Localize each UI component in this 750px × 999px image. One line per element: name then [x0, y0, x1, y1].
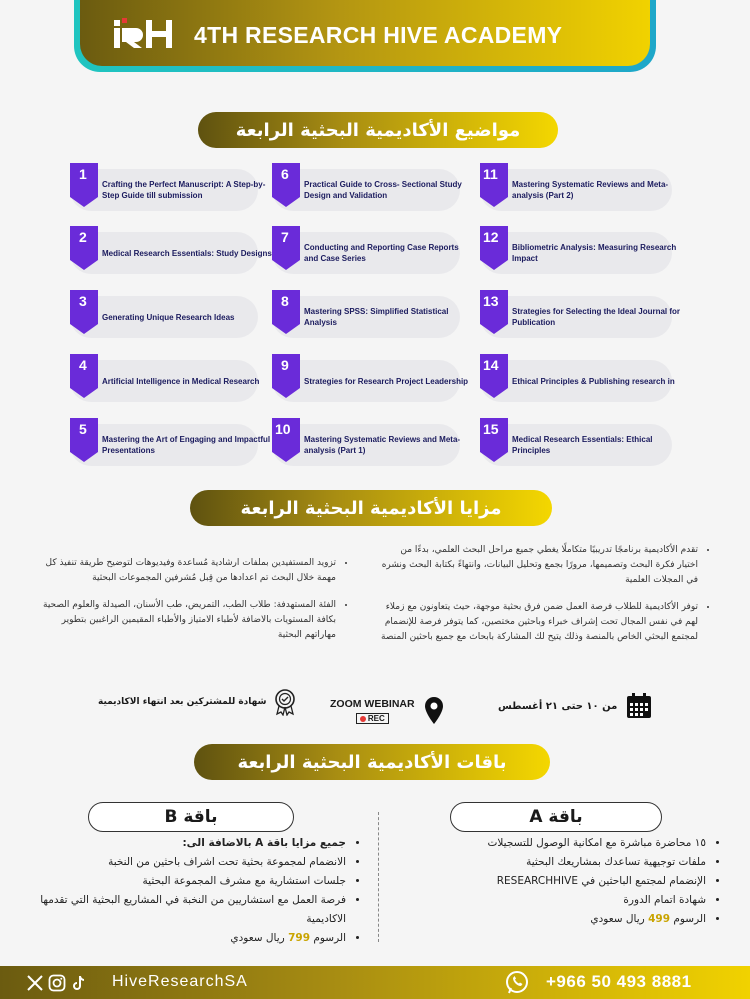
topic-card: [70, 357, 260, 402]
topic-number: 11: [483, 166, 498, 182]
topic-title: Bibliometric Analysis: Measuring Research Impact: [512, 243, 677, 263]
topic-number: 3: [79, 293, 87, 309]
topics-banner: مواضيع الأكاديمية البحثية الرابعة: [198, 112, 558, 148]
academy-title: 4TH RESEARCH HIVE ACADEMY: [194, 22, 563, 48]
package-b-title: باقة B: [88, 802, 294, 832]
package-a-feature: • شهادة اتمام الدورة: [420, 891, 706, 910]
package-b-price: [30, 929, 346, 948]
package-b-feature: • جميع مزايا باقة A بالاضافة الى:: [30, 834, 346, 853]
topic-title: Medical Research Essentials: Ethical Principles: [512, 435, 653, 455]
advantage-item: • الفئة المستهدفة: طلاب الطب، التمريض، طب الأسنان، الصيدلة والعلوم الصحية بكافة المستويات بالاضافة لأطباء الامتياز والأطباء المقيمين الراغبين بتطوير مهاراتهم البحثية: [32, 598, 336, 643]
topic-card: [272, 166, 462, 211]
topic-number: 15: [483, 421, 499, 437]
topic-card: [480, 421, 672, 466]
topic-card: [272, 229, 460, 274]
whatsapp-icon[interactable]: [504, 970, 530, 996]
package-b-features: [30, 834, 360, 948]
topic-card: [70, 293, 258, 338]
zoom-info: [330, 696, 445, 726]
topic-number: 6: [281, 166, 289, 182]
topic-number: 4: [79, 357, 87, 373]
topic-card: [480, 166, 672, 211]
package-divider: [378, 812, 379, 942]
price-prefix: الرسوم: [673, 913, 706, 925]
topic-number: 14: [483, 357, 499, 373]
rec-badge: [330, 713, 415, 724]
certificate-label: شهادة للمشتركين بعد انتهاء الاكاديمية: [98, 697, 267, 707]
topic-title: Artificial Intelligence in Medical Research: [102, 376, 260, 386]
topic-card: [272, 421, 461, 466]
topic-title: Mastering SPSS: Simplified Statistical Analysis: [304, 307, 449, 327]
certificate-icon: [272, 688, 298, 716]
price-suffix: ريال سعودي: [230, 932, 285, 944]
topic-card: [272, 293, 460, 338]
package-a-feature: • ١٥ محاضرة مباشرة مع امكانية الوصول للتسجيلات: [420, 834, 706, 853]
topic-card: [480, 229, 677, 274]
rec-label: REC: [367, 714, 385, 723]
footer: [0, 966, 750, 999]
topic-number: 5: [79, 421, 87, 437]
package-b-feature: • جلسات استشارية مع مشرف المجموعة البحثية: [30, 872, 346, 891]
package-a-feature: • ملفات توجيهية تساعدك بمشاريعك البحثية: [420, 853, 706, 872]
topic-title: Strategies for Research Project Leadership: [304, 376, 469, 386]
package-a-title: باقة A: [450, 802, 662, 832]
advantages-left: [32, 556, 350, 655]
price-suffix: ريال سعودي: [590, 913, 645, 925]
packages-banner: باقات الأكاديمية البحثية الرابعة: [194, 744, 550, 780]
topic-title: Mastering Systematic Reviews and Meta-analysis (Part 1): [304, 435, 461, 455]
date-info: [498, 692, 653, 720]
topic-title: Mastering Systematic Reviews and Meta-analysis (Part 2): [512, 180, 669, 200]
social-icons: [26, 974, 88, 992]
topic-title: Generating Unique Research Ideas: [102, 312, 235, 322]
topic-title: Medical Research Essentials: Study Designs: [102, 248, 272, 258]
date-label: من ١٠ حتى ٢١ أغسطس: [498, 700, 618, 712]
instagram-icon[interactable]: [48, 974, 66, 992]
rh-logo: [114, 18, 176, 50]
package-b-feature: • فرصة العمل مع استشاريين من النخبة في المشاريع البحثية التي تقدمها الاكاديمية: [30, 891, 346, 929]
package-a-features: [420, 834, 720, 929]
topic-number: 7: [281, 229, 289, 245]
topic-number: 2: [79, 229, 87, 245]
topic-card: [272, 357, 469, 402]
header: [80, 0, 650, 66]
topic-number: 9: [281, 357, 289, 373]
topic-number: 1: [79, 166, 87, 182]
topic-title: Mastering the Art of Engaging and Impactful Presentations: [102, 435, 271, 455]
topic-number: 10: [275, 421, 291, 437]
zoom-label: ZOOM WEBINAR: [330, 698, 415, 710]
advantage-item: • تزويد المستفيدين بملفات ارشادية مُساعدة وفيديوهات لتوضيح طريقة تنفيذ كل مهمة خلال البحث تم اعدادها من قِبل مُشرفين المجموعات البحثية: [32, 556, 336, 586]
certificate-info: [98, 688, 298, 716]
advantages-banner: مزايا الأكاديمية البحثية الرابعة: [190, 490, 552, 526]
social-handle[interactable]: HiveResearchSA: [112, 973, 248, 990]
location-pin-icon: [423, 696, 445, 726]
topic-card: [70, 229, 272, 274]
rec-dot-icon: [360, 716, 366, 722]
topic-title: Conducting and Reporting Case Reports and Case Series: [304, 243, 459, 263]
topic-title: Strategies for Selecting the Ideal Journal for Publication: [512, 307, 681, 327]
topic-title: Practical Guide to Cross- Sectional Study Design and Validation: [304, 180, 462, 200]
advantages-right: [378, 543, 712, 657]
package-a-feature: • الإنضمام لمجتمع الباحثين في RESEARCHHIVE: [420, 872, 706, 891]
topic-number: 13: [483, 293, 499, 309]
topic-card: [480, 293, 681, 338]
advantage-item: • توفر الأكاديمية للطلاب فرصة العمل ضمن فرق بحثية موجهة، حيث يتعاونون مع زملاء لهم في نفس المجال تحت إشراف خبراء وباحثين مختصين، كما يتوفر فرصة للإنضمام لمجتمع البحثي الخاص بالمنصة وذلك يتيح لك المشاركة بابحاث مع جميع باحثين المنصة: [378, 600, 698, 645]
topic-title: Ethical Principles & Publishing research in: [512, 376, 675, 386]
price-value: 799: [288, 932, 311, 944]
package-b-feature: • الانضمام لمجموعة بحثية تحت اشراف باحثين من النخبة: [30, 853, 346, 872]
price-prefix: الرسوم: [313, 932, 346, 944]
advantage-item: • تقدم الأكاديمية برنامجًا تدريبيًا متكاملًا يغطي جميع مراحل البحث العلمي، بدءًا من اختيار فكرة البحث وتصميمها، مرورًا بجمع وتحليل البيانات، وانتهاءً بكتابة البحث ونشره في المجلات العلمية: [378, 543, 698, 588]
topic-number: 8: [281, 293, 289, 309]
phone-number[interactable]: +966 50 493 8881: [546, 972, 692, 991]
topic-number: 12: [483, 229, 499, 245]
x-twitter-icon[interactable]: [26, 974, 44, 992]
topic-title: Crafting the Perfect Manuscript: A Step-by-Step Guide till submission: [102, 180, 266, 200]
topic-card: [70, 421, 271, 466]
package-a-price: [420, 910, 706, 929]
topic-card: [70, 166, 266, 211]
price-value: 499: [648, 913, 671, 925]
tiktok-icon[interactable]: [70, 974, 88, 992]
topic-card: [480, 357, 675, 402]
calendar-icon: [625, 692, 653, 720]
